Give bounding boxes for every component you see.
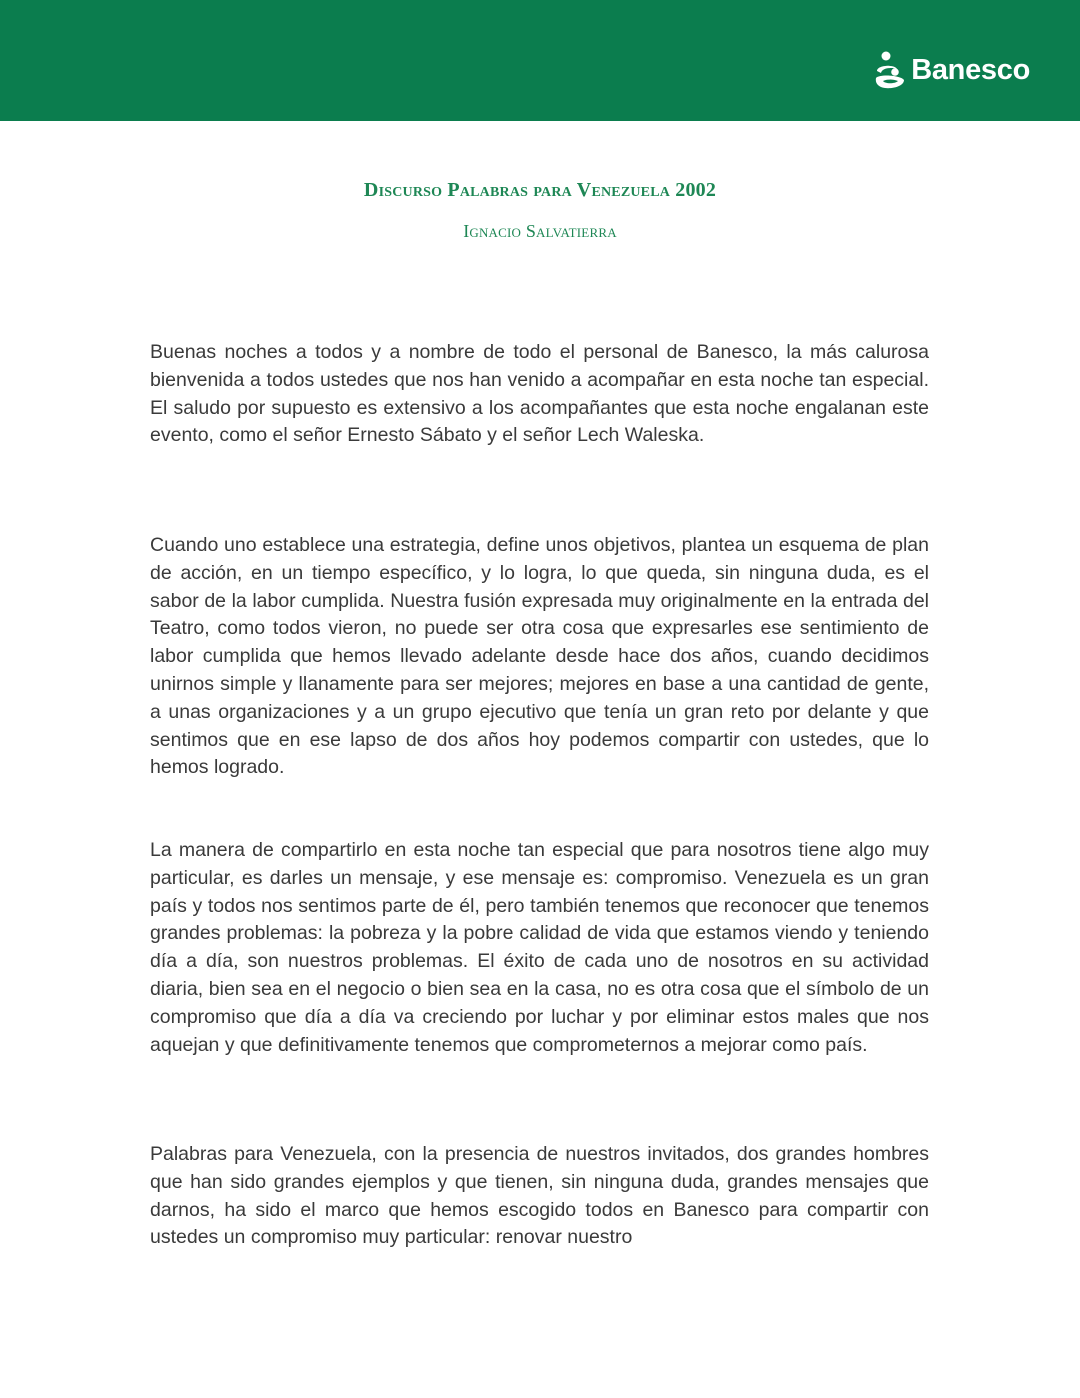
header-bar xyxy=(0,0,1080,121)
banesco-people-icon xyxy=(873,50,907,90)
banesco-logo xyxy=(873,48,1030,92)
paragraph-1: Buenas noches a todos y a nombre de todo el personal de Banesco, la más calurosa bienvenida a todos ustedes que nos han venido a acompañar en esta noche tan especial. El saludo por supuesto es extensivo a los acompañantes que esta noche engalanan este evento, como el señor Ernesto Sábato y el señor Lech Waleska. xyxy=(150,341,929,447)
document-author: Ignacio Salvatierra xyxy=(463,221,617,241)
paragraph-4: Palabras para Venezuela, con la presencia de nuestros invitados, dos grandes hombres que han sido grandes ejemplos y que tienen, sin ninguna duda, grandes mensajes que darnos, ha sido el marco que hemos escogido todos en Banesco para compartir con ustedes un compromiso muy particular: renovar nuestro xyxy=(150,1143,929,1249)
paragraph-2: Cuando uno establece una estrategia, define unos objetivos, plantea un esquema de plan de acción, en un tiempo específico, y lo logra, lo que queda, sin ninguna duda, es el sabor de la labor cumplida. Nuestra fusión expresada muy originalmente en la entrada del Teatro, como todos vieron, no puede ser otra cosa que expresarles ese sentimiento de labor cumplida que hemos llevado adelante desde hace dos años, cuando decidimos unirnos simple y llanamente para ser mejores; mejores en base a una cantidad de gente, a unas organizaciones y a un grupo ejecutivo que tenía un gran reto por delante y que sentimos que en ese lapso de dos años hoy podemos compartir con ustedes, que lo hemos logrado. xyxy=(150,534,929,779)
logo-text: Banesco xyxy=(911,53,1030,86)
paragraph-3: La manera de compartirlo en esta noche tan especial que para nosotros tiene algo muy particular, es darles un mensaje, y ese mensaje es: compromiso. Venezuela es un gran país y todos nos sentimos parte de él, pero también tenemos que reconocer que tenemos grandes problemas: la pobreza y la pobre calidad de vida que estamos viendo y teniendo día a día, son nuestros problemas. El éxito de cada uno de nosotros en su actividad diaria, bien sea en el negocio o bien sea en la casa, no es otra cosa que el símbolo de un compromiso que día a día va creciendo por luchar y por eliminar estos males que nos aquejan y que definitivamente tenemos que comprometernos a mejorar como país. xyxy=(150,839,929,1056)
document-title: Discurso Palabras para Venezuela 2002 xyxy=(363,179,717,201)
